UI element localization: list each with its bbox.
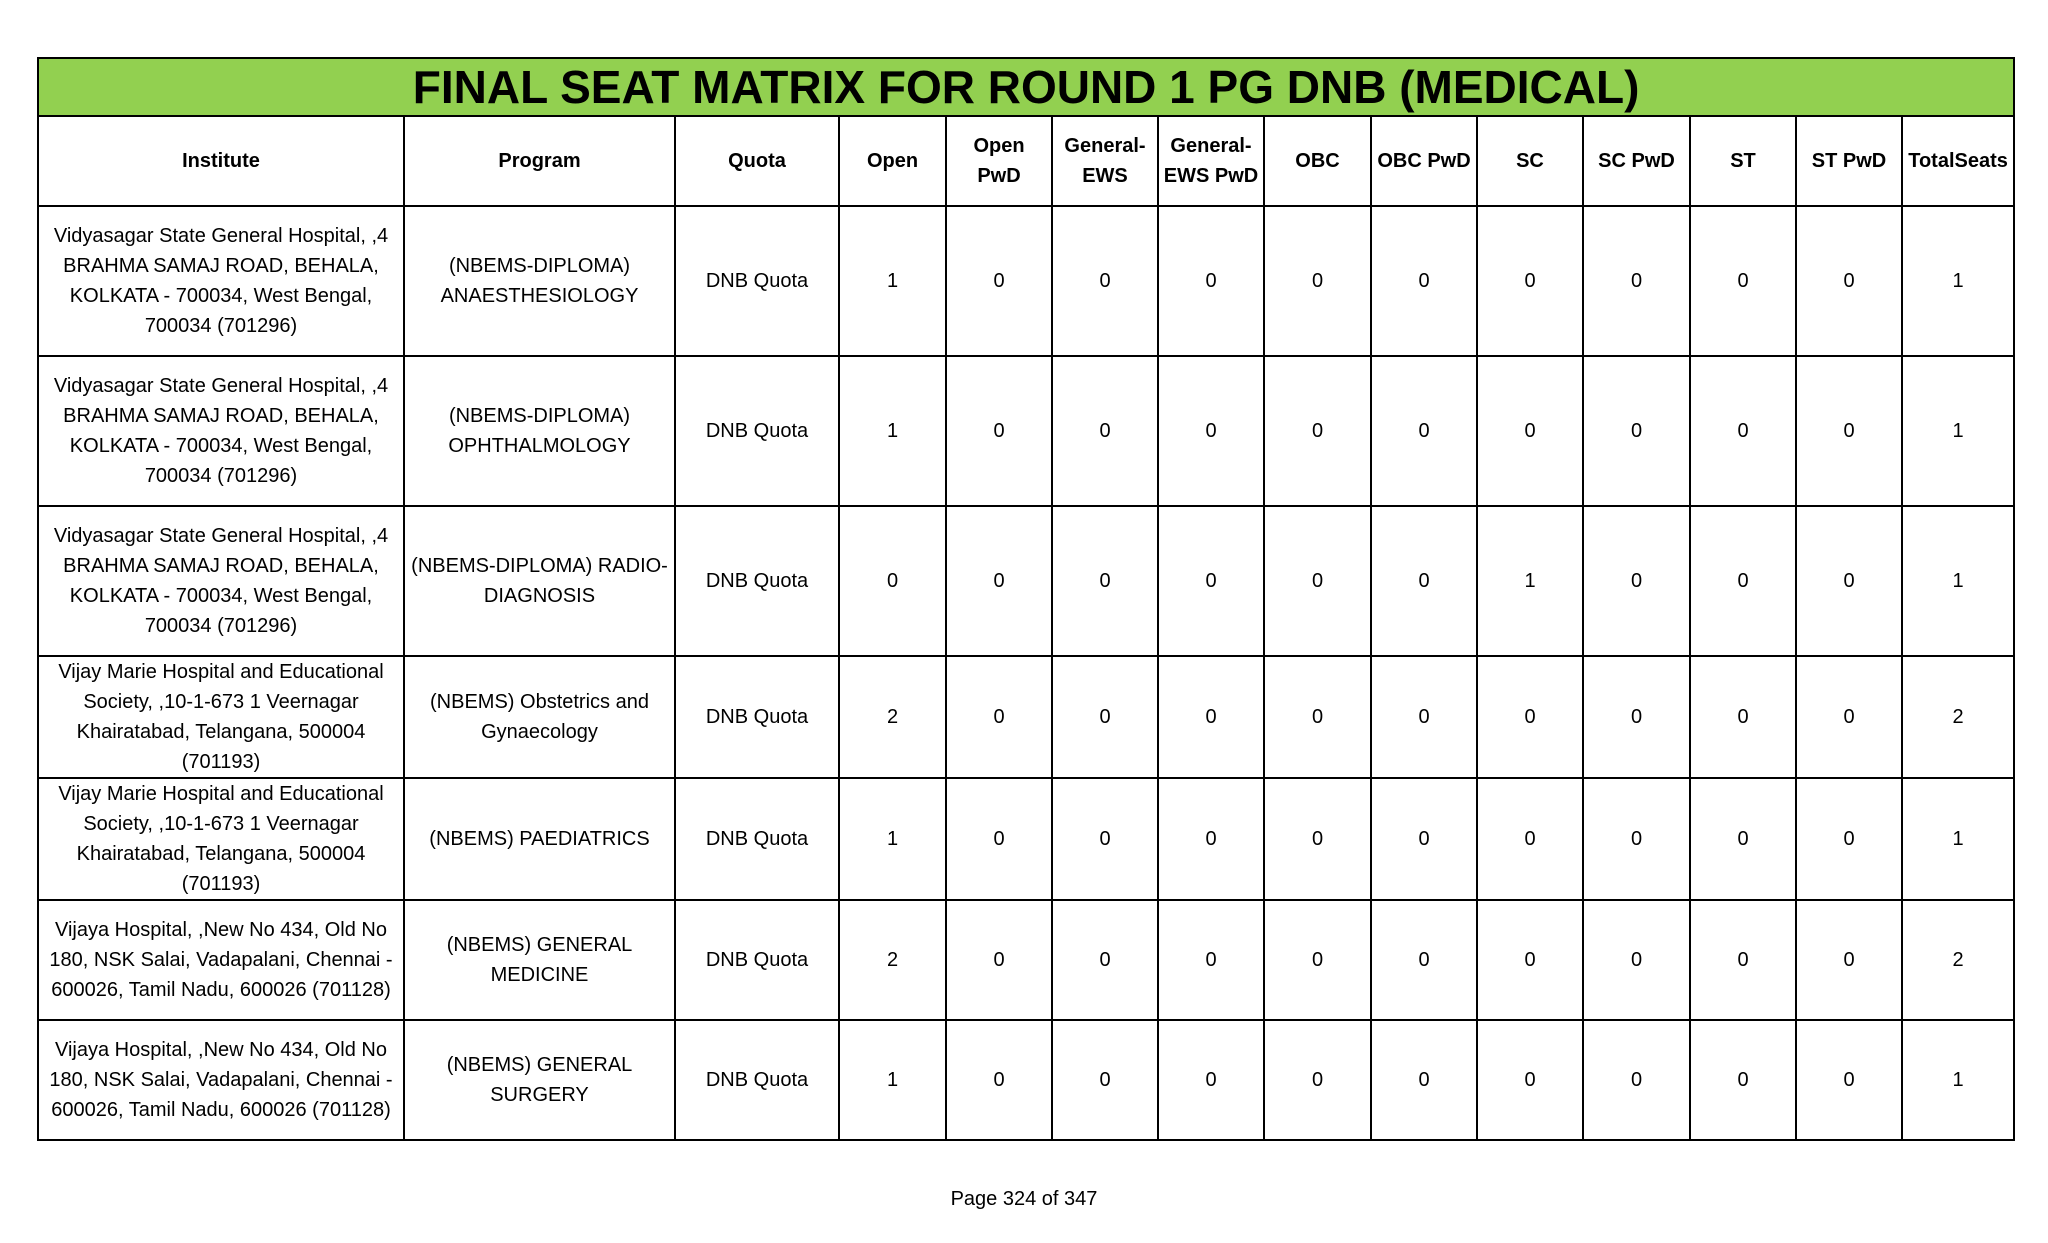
cell-open: 1 (839, 356, 946, 506)
cell-program: (NBEMS-DIPLOMA) ANAESTHESIOLOGY (404, 206, 675, 356)
cell-quota: DNB Quota (675, 206, 839, 356)
cell-program: (NBEMS) PAEDIATRICS (404, 778, 675, 900)
cell-total-seats: 2 (1902, 900, 2014, 1020)
cell-obc: 0 (1264, 356, 1371, 506)
cell-open-pwd: 0 (946, 206, 1052, 356)
cell-sc-pwd: 0 (1583, 900, 1690, 1020)
cell-general-ews-pwd: 0 (1158, 900, 1264, 1020)
cell-institute: Vijaya Hospital, ,New No 434, Old No 180, NSK Salai, Vadapalani, Chennai - 600026, Tamil Nadu, 600026 (701128) (38, 1020, 404, 1140)
cell-obc-pwd: 0 (1371, 356, 1477, 506)
cell-institute: Vijaya Hospital, ,New No 434, Old No 180, NSK Salai, Vadapalani, Chennai - 600026, Tamil Nadu, 600026 (701128) (38, 900, 404, 1020)
cell-quota: DNB Quota (675, 656, 839, 778)
cell-st: 0 (1690, 778, 1796, 900)
cell-general-ews-pwd: 0 (1158, 1020, 1264, 1140)
cell-obc-pwd: 0 (1371, 206, 1477, 356)
cell-st-pwd: 0 (1796, 656, 1902, 778)
cell-st-pwd: 0 (1796, 900, 1902, 1020)
cell-general-ews: 0 (1052, 778, 1158, 900)
cell-st: 0 (1690, 506, 1796, 656)
cell-st: 0 (1690, 206, 1796, 356)
cell-obc: 0 (1264, 1020, 1371, 1140)
page-number: Page 324 of 347 (950, 1188, 1098, 1210)
col-header-sc: SC (1477, 116, 1583, 206)
col-header-program: Program (404, 116, 675, 206)
cell-general-ews: 0 (1052, 900, 1158, 1020)
cell-open-pwd: 0 (946, 1020, 1052, 1140)
cell-program: (NBEMS) GENERAL SURGERY (404, 1020, 675, 1140)
table-row (38, 656, 2014, 778)
cell-sc: 1 (1477, 506, 1583, 656)
cell-open: 1 (839, 1020, 946, 1140)
col-header-obc: OBC (1264, 116, 1371, 206)
cell-obc-pwd: 0 (1371, 506, 1477, 656)
cell-st: 0 (1690, 900, 1796, 1020)
cell-sc-pwd: 0 (1583, 1020, 1690, 1140)
cell-sc-pwd: 0 (1583, 656, 1690, 778)
cell-open: 1 (839, 778, 946, 900)
table-row (38, 356, 2014, 506)
cell-open: 2 (839, 656, 946, 778)
cell-institute: Vidyasagar State General Hospital, ,4 BRAHMA SAMAJ ROAD, BEHALA, KOLKATA - 700034, West Bengal, 700034 (701296) (38, 506, 404, 656)
cell-sc: 0 (1477, 778, 1583, 900)
table-row (38, 900, 2014, 1020)
cell-institute: Vidyasagar State General Hospital, ,4 BRAHMA SAMAJ ROAD, BEHALA, KOLKATA - 700034, West Bengal, 700034 (701296) (38, 206, 404, 356)
cell-sc-pwd: 0 (1583, 356, 1690, 506)
cell-st: 0 (1690, 656, 1796, 778)
cell-open-pwd: 0 (946, 506, 1052, 656)
cell-quota: DNB Quota (675, 506, 839, 656)
cell-general-ews: 0 (1052, 506, 1158, 656)
cell-obc: 0 (1264, 778, 1371, 900)
cell-general-ews-pwd: 0 (1158, 506, 1264, 656)
cell-obc: 0 (1264, 206, 1371, 356)
table-row (38, 1020, 2014, 1140)
cell-sc: 0 (1477, 1020, 1583, 1140)
cell-institute: Vidyasagar State General Hospital, ,4 BRAHMA SAMAJ ROAD, BEHALA, KOLKATA - 700034, West Bengal, 700034 (701296) (38, 356, 404, 506)
cell-sc: 0 (1477, 206, 1583, 356)
cell-st-pwd: 0 (1796, 778, 1902, 900)
cell-sc: 0 (1477, 356, 1583, 506)
cell-general-ews-pwd: 0 (1158, 206, 1264, 356)
table-row (38, 206, 2014, 356)
col-header-quota: Quota (675, 116, 839, 206)
cell-quota: DNB Quota (675, 778, 839, 900)
cell-quota: DNB Quota (675, 1020, 839, 1140)
cell-general-ews-pwd: 0 (1158, 356, 1264, 506)
cell-general-ews: 0 (1052, 656, 1158, 778)
col-header-institute: Institute (38, 116, 404, 206)
cell-total-seats: 1 (1902, 778, 2014, 900)
cell-st-pwd: 0 (1796, 206, 1902, 356)
cell-institute: Vijay Marie Hospital and Educational Society, ,10-1-673 1 Veernagar Khairatabad, Telangana, 500004 (701193) (38, 656, 404, 778)
cell-st: 0 (1690, 1020, 1796, 1140)
cell-st: 0 (1690, 356, 1796, 506)
cell-general-ews-pwd: 0 (1158, 656, 1264, 778)
cell-open: 1 (839, 206, 946, 356)
col-header-total-seats: TotalSeats (1902, 116, 2014, 206)
col-header-general-ews-pwd: General-EWS PwD (1158, 116, 1264, 206)
cell-quota: DNB Quota (675, 356, 839, 506)
cell-open-pwd: 0 (946, 778, 1052, 900)
cell-open: 2 (839, 900, 946, 1020)
cell-total-seats: 1 (1902, 1020, 2014, 1140)
col-header-st-pwd: ST PwD (1796, 116, 1902, 206)
cell-sc: 0 (1477, 656, 1583, 778)
cell-program: (NBEMS-DIPLOMA) RADIO-DIAGNOSIS (404, 506, 675, 656)
cell-sc-pwd: 0 (1583, 506, 1690, 656)
cell-obc-pwd: 0 (1371, 900, 1477, 1020)
cell-general-ews: 0 (1052, 206, 1158, 356)
cell-institute: Vijay Marie Hospital and Educational Society, ,10-1-673 1 Veernagar Khairatabad, Telangana, 500004 (701193) (38, 778, 404, 900)
col-header-sc-pwd: SC PwD (1583, 116, 1690, 206)
cell-open: 0 (839, 506, 946, 656)
cell-obc-pwd: 0 (1371, 656, 1477, 778)
seat-matrix-table (37, 57, 2015, 1141)
table-row (38, 506, 2014, 656)
cell-obc-pwd: 0 (1371, 778, 1477, 900)
col-header-st: ST (1690, 116, 1796, 206)
cell-sc-pwd: 0 (1583, 778, 1690, 900)
cell-obc: 0 (1264, 656, 1371, 778)
table-row (38, 778, 2014, 900)
cell-total-seats: 2 (1902, 656, 2014, 778)
cell-open-pwd: 0 (946, 900, 1052, 1020)
cell-general-ews: 0 (1052, 1020, 1158, 1140)
cell-program: (NBEMS) GENERAL MEDICINE (404, 900, 675, 1020)
cell-obc: 0 (1264, 900, 1371, 1020)
cell-open-pwd: 0 (946, 656, 1052, 778)
cell-program: (NBEMS-DIPLOMA) OPHTHALMOLOGY (404, 356, 675, 506)
col-header-open-pwd: Open PwD (946, 116, 1052, 206)
col-header-open: Open (839, 116, 946, 206)
cell-obc-pwd: 0 (1371, 1020, 1477, 1140)
cell-general-ews: 0 (1052, 356, 1158, 506)
header-row (38, 116, 2014, 206)
cell-total-seats: 1 (1902, 206, 2014, 356)
cell-program: (NBEMS) Obstetrics and Gynaecology (404, 656, 675, 778)
cell-total-seats: 1 (1902, 356, 2014, 506)
cell-sc-pwd: 0 (1583, 206, 1690, 356)
col-header-obc-pwd: OBC PwD (1371, 116, 1477, 206)
title-row (38, 58, 2014, 116)
cell-sc: 0 (1477, 900, 1583, 1020)
cell-st-pwd: 0 (1796, 506, 1902, 656)
cell-general-ews-pwd: 0 (1158, 778, 1264, 900)
cell-obc: 0 (1264, 506, 1371, 656)
cell-quota: DNB Quota (675, 900, 839, 1020)
page-title: FINAL SEAT MATRIX FOR ROUND 1 PG DNB (MEDICAL) (38, 58, 2014, 116)
cell-total-seats: 1 (1902, 506, 2014, 656)
cell-open-pwd: 0 (946, 356, 1052, 506)
col-header-general-ews: General-EWS (1052, 116, 1158, 206)
cell-st-pwd: 0 (1796, 356, 1902, 506)
cell-st-pwd: 0 (1796, 1020, 1902, 1140)
